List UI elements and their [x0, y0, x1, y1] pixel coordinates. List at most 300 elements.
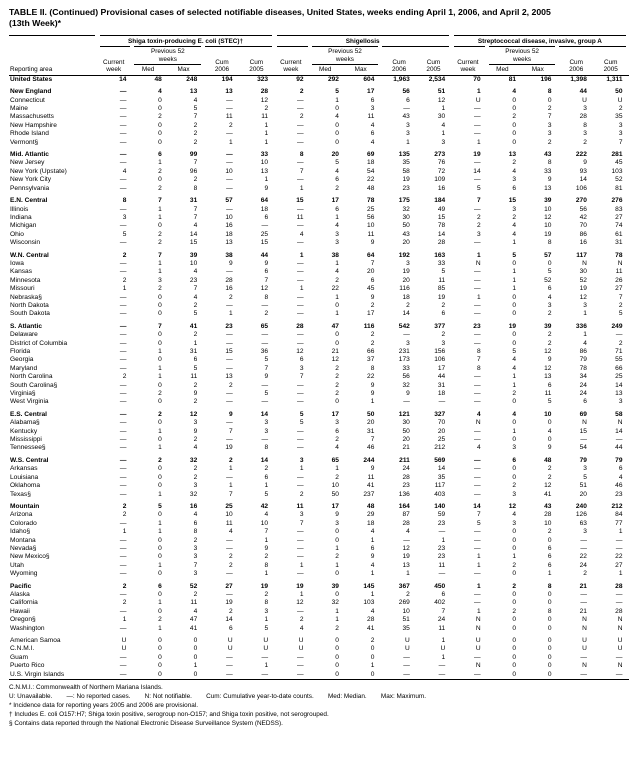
value-cell: 2: [158, 616, 162, 624]
value-cell: 3: [299, 364, 304, 372]
value-cell: 61: [615, 230, 623, 238]
value-cell: 30: [579, 268, 587, 276]
value-cell: 2: [299, 88, 304, 96]
value-cell: —: [296, 473, 304, 481]
footnote-dagger: † Includes E. coli O157:H7; Shiga toxin positive, serogroup non-O157; and Shiga toxin positive, not serogrouped.: [9, 710, 329, 718]
value-cell: 25: [615, 373, 623, 381]
value-cell: 57: [225, 197, 233, 205]
value-cell: 4: [335, 113, 339, 121]
value-cell: 2: [335, 381, 339, 389]
value-cell: —: [226, 590, 233, 598]
value-cell: N: [582, 419, 587, 427]
value-cell: 70: [473, 75, 481, 83]
value-cell: 5: [264, 490, 269, 498]
value-cell: 1: [193, 339, 198, 347]
year-2005-label: 2005: [603, 66, 618, 74]
value-cell: 5: [158, 502, 162, 510]
value-cell: —: [226, 339, 233, 347]
value-cell: —: [474, 310, 481, 318]
value-cell: —: [296, 130, 304, 138]
footnote-legend: U: Unavailable. —: No reported cases. N: Not notifiable. Cum: Cumulative year-to-date counts. Med: Median. Max: Maximum.: [9, 693, 426, 700]
value-cell: 0: [158, 607, 162, 615]
value-cell: 0: [335, 570, 339, 578]
value-cell: —: [580, 590, 587, 598]
value-cell: —: [119, 390, 127, 398]
table-row: [9, 159, 629, 167]
value-cell: —: [226, 184, 233, 192]
value-cell: 1: [441, 637, 446, 644]
value-cell: 231: [398, 348, 410, 355]
value-cell: 9: [193, 390, 198, 398]
value-cell: —: [226, 301, 233, 309]
value-cell: 38: [331, 251, 339, 259]
reporting-area-cell: Idaho§: [10, 528, 31, 536]
value-cell: 0: [158, 653, 162, 661]
value-cell: 6: [158, 582, 162, 590]
value-cell: 49: [437, 205, 446, 213]
value-cell: 10: [544, 410, 552, 418]
value-cell: 1: [158, 348, 162, 355]
value-cell: 50: [615, 88, 623, 96]
reporting-area-cell: Maine: [10, 105, 28, 113]
value-cell: 10: [402, 607, 410, 615]
value-cell: 50: [402, 222, 410, 230]
value-cell: 7: [370, 259, 375, 267]
reporting-area-cell: Utah: [10, 561, 24, 569]
value-cell: 86: [579, 348, 587, 355]
value-cell: —: [119, 130, 127, 138]
value-cell: 0: [158, 465, 162, 473]
table-row: [9, 625, 629, 633]
value-cell: 7: [193, 113, 198, 121]
value-cell: 2: [193, 590, 198, 598]
value-cell: 7: [229, 427, 233, 435]
reporting-area-cell: Georgia: [10, 356, 34, 364]
value-cell: 14: [615, 427, 623, 435]
value-cell: 3: [193, 544, 198, 552]
value-cell: —: [119, 490, 127, 498]
value-cell: 23: [402, 184, 410, 192]
cum-label: Cum: [215, 58, 229, 66]
value-cell: 2: [229, 293, 233, 301]
value-cell: 2: [370, 331, 375, 339]
value-cell: 28: [402, 473, 410, 481]
value-cell: 28: [296, 322, 304, 330]
reporting-area-cell: Nebraska§: [10, 293, 42, 301]
value-cell: 4: [229, 528, 233, 536]
value-cell: 9: [264, 373, 269, 381]
reporting-area-cell: Oregon§: [10, 616, 36, 624]
reporting-area-cell: Michigan: [10, 222, 37, 230]
reporting-area-cell: American Samoa: [10, 637, 61, 644]
value-cell: —: [474, 285, 481, 293]
value-cell: 12: [544, 482, 552, 490]
reporting-area-cell: Wyoming: [10, 570, 38, 578]
value-cell: 3: [618, 398, 623, 406]
value-cell: —: [474, 339, 481, 347]
value-cell: —: [119, 331, 127, 339]
value-cell: 3: [406, 130, 410, 138]
value-cell: U: [121, 637, 127, 644]
value-cell: 6: [406, 96, 410, 104]
table-row: [9, 553, 629, 561]
value-cell: 22: [615, 553, 623, 561]
value-cell: 1: [583, 331, 587, 339]
value-cell: 0: [335, 398, 339, 406]
value-cell: —: [226, 130, 233, 138]
value-cell: 0: [512, 528, 517, 536]
value-cell: 5: [264, 390, 269, 398]
value-cell: 0: [512, 310, 517, 318]
value-cell: 23: [189, 276, 198, 284]
value-cell: 3: [264, 419, 269, 427]
value-cell: 3: [583, 130, 587, 138]
value-cell: —: [119, 105, 127, 113]
value-cell: —: [580, 653, 587, 661]
value-cell: —: [226, 96, 233, 104]
value-cell: 12: [544, 364, 552, 372]
value-cell: 33: [437, 259, 446, 267]
value-cell: 56: [402, 88, 410, 96]
value-cell: —: [261, 436, 269, 444]
value-cell: 22: [331, 285, 339, 293]
value-cell: —: [296, 259, 304, 267]
table-row: [9, 599, 629, 607]
value-cell: U: [227, 637, 233, 644]
value-cell: 2: [441, 301, 446, 309]
value-cell: —: [119, 348, 127, 355]
value-cell: —: [615, 599, 623, 607]
value-cell: 9: [193, 427, 198, 435]
previous-52-weeks-header: [487, 47, 558, 65]
value-cell: —: [474, 544, 481, 552]
value-cell: 35: [437, 473, 446, 481]
value-cell: 19: [225, 444, 233, 452]
value-cell: 1: [512, 268, 517, 276]
table-row: [9, 285, 629, 293]
reporting-area-cell: Massachusetts: [10, 113, 54, 121]
value-cell: 30: [402, 419, 410, 427]
value-cell: U: [617, 96, 623, 104]
value-cell: 2: [193, 176, 198, 184]
value-cell: —: [474, 570, 481, 578]
value-cell: —: [296, 222, 304, 230]
reporting-area-cell: Virginia§: [10, 390, 36, 398]
value-cell: 29: [367, 511, 375, 519]
value-cell: 8: [299, 151, 304, 159]
value-cell: U: [440, 645, 446, 653]
value-cell: 2: [122, 582, 127, 590]
table-row: [9, 419, 629, 427]
value-cell: 2: [158, 184, 162, 192]
table-row: [9, 231, 629, 239]
value-cell: 0: [158, 381, 162, 389]
value-cell: 17: [437, 364, 446, 372]
value-cell: 7: [158, 197, 162, 205]
value-cell: 12: [296, 599, 304, 607]
value-cell: 1: [441, 653, 446, 661]
value-cell: 10: [544, 222, 552, 230]
value-cell: 13: [189, 88, 198, 96]
value-cell: 10: [260, 519, 269, 527]
value-cell: —: [403, 670, 410, 678]
value-cell: 3: [583, 465, 587, 473]
value-cell: —: [119, 419, 127, 427]
value-cell: —: [474, 536, 481, 544]
value-cell: 10: [367, 222, 375, 230]
value-cell: 244: [363, 456, 375, 464]
table-row: [9, 277, 629, 285]
value-cell: N: [582, 624, 587, 632]
value-cell: 1: [476, 138, 481, 146]
reporting-area-cell: New England: [10, 88, 52, 96]
value-cell: 20: [367, 419, 375, 427]
value-cell: 5: [122, 230, 127, 238]
value-cell: 0: [158, 670, 162, 678]
table-row: [9, 591, 629, 599]
value-cell: —: [119, 322, 127, 330]
value-cell: 116: [399, 285, 410, 293]
value-cell: 50: [367, 410, 375, 418]
value-cell: 4: [512, 167, 517, 175]
table-row: [9, 340, 629, 348]
value-cell: 15: [437, 213, 446, 221]
value-cell: —: [226, 473, 233, 481]
reporting-area-cell: Indiana: [10, 213, 32, 221]
value-cell: 46: [367, 444, 375, 452]
value-cell: —: [119, 96, 127, 104]
value-cell: —: [580, 544, 587, 552]
value-cell: 6: [370, 544, 375, 552]
value-cell: 4: [370, 121, 375, 129]
value-cell: 0: [158, 356, 162, 364]
value-cell: 0: [158, 121, 162, 129]
value-cell: 6: [547, 561, 552, 569]
value-cell: 2: [229, 553, 233, 561]
reporting-area-cell: Nevada§: [10, 544, 37, 552]
value-cell: 7: [193, 205, 198, 213]
value-cell: 1: [335, 310, 339, 318]
value-cell: 35: [615, 113, 623, 121]
value-cell: —: [119, 519, 127, 527]
value-cell: 10: [331, 482, 339, 490]
value-cell: 7: [264, 364, 269, 372]
value-cell: 6: [547, 285, 552, 293]
value-cell: 0: [512, 339, 517, 347]
footnote-cnmi: C.N.M.I.: Commonwealth of Northern Mariana Islands.: [9, 684, 163, 692]
value-cell: 0: [512, 105, 517, 113]
value-cell: 2: [583, 570, 587, 578]
value-cell: 4: [583, 339, 587, 347]
value-cell: 0: [193, 670, 198, 678]
value-cell: 92: [296, 75, 304, 83]
value-cell: U: [617, 645, 623, 653]
reporting-area-cell: Colorado: [10, 519, 37, 527]
value-cell: 11: [225, 113, 233, 121]
reporting-area-cell: Illinois: [10, 205, 29, 213]
value-cell: —: [474, 331, 481, 339]
value-cell: 4: [512, 410, 517, 418]
value-cell: 12: [189, 410, 198, 418]
value-cell: 2: [370, 339, 375, 347]
value-cell: N: [617, 419, 623, 427]
value-cell: 281: [611, 151, 623, 159]
value-cell: 1: [370, 662, 375, 670]
value-cell: 14: [437, 230, 446, 238]
value-cell: 1: [335, 465, 339, 473]
value-cell: 5: [512, 251, 517, 259]
value-cell: 15: [225, 348, 233, 355]
value-cell: —: [296, 268, 304, 276]
value-cell: 0: [512, 536, 517, 544]
value-cell: 0: [158, 544, 162, 552]
value-cell: 0: [370, 653, 375, 661]
value-cell: 85: [437, 285, 446, 293]
value-cell: 18: [437, 390, 446, 398]
value-cell: —: [615, 670, 623, 678]
value-cell: 121: [398, 410, 410, 418]
value-cell: 19: [296, 582, 304, 590]
reporting-area-cell: Hawaii: [10, 607, 30, 615]
value-cell: 27: [225, 582, 233, 590]
value-cell: —: [474, 398, 481, 406]
value-cell: —: [119, 301, 127, 309]
value-cell: 31: [189, 197, 198, 205]
value-cell: —: [474, 301, 481, 309]
value-cell: 5: [441, 268, 446, 276]
reporting-area-cell: West Virginia: [10, 398, 49, 406]
value-cell: 11: [190, 599, 198, 607]
table-row: [9, 671, 629, 680]
value-cell: 2: [299, 113, 304, 121]
table-row: [9, 465, 629, 473]
value-cell: 1: [264, 130, 269, 138]
value-cell: 542: [398, 322, 410, 330]
value-cell: 156: [434, 348, 446, 355]
value-cell: 7: [158, 322, 162, 330]
value-cell: —: [226, 176, 233, 184]
value-cell: 11: [367, 473, 375, 481]
value-cell: —: [119, 176, 127, 184]
value-cell: —: [119, 113, 127, 121]
table-row: [9, 398, 629, 406]
value-cell: 0: [335, 130, 339, 138]
value-cell: —: [474, 373, 481, 381]
value-cell: 4: [193, 96, 198, 104]
reporting-area-cell: North Carolina: [10, 373, 53, 381]
value-cell: 0: [158, 662, 162, 670]
value-cell: 6: [547, 553, 552, 561]
value-cell: 0: [512, 293, 517, 301]
value-cell: 9: [370, 239, 375, 247]
value-cell: —: [119, 662, 127, 670]
value-cell: 16: [579, 239, 587, 247]
value-cell: —: [119, 259, 127, 267]
notifiable-diseases-table: [9, 35, 631, 680]
value-cell: 3: [122, 213, 127, 221]
value-cell: 9: [229, 259, 233, 267]
value-cell: 0: [512, 653, 517, 661]
value-cell: —: [474, 490, 481, 498]
value-cell: 25: [437, 436, 446, 444]
value-cell: 4: [476, 410, 481, 418]
value-cell: 240: [575, 502, 587, 510]
value-cell: —: [474, 176, 481, 184]
value-cell: U: [405, 637, 410, 644]
value-cell: 0: [158, 473, 162, 481]
value-cell: 0: [335, 653, 339, 661]
value-cell: —: [119, 184, 127, 192]
value-cell: 12: [402, 544, 410, 552]
value-cell: 44: [437, 373, 446, 381]
value-cell: —: [119, 561, 127, 569]
value-cell: —: [296, 310, 304, 318]
value-cell: 2: [264, 310, 269, 318]
value-cell: —: [474, 465, 481, 473]
table-row: [9, 176, 629, 184]
value-cell: 2: [547, 465, 552, 473]
value-cell: 23: [473, 322, 481, 330]
value-cell: 19: [579, 285, 587, 293]
value-cell: 12: [544, 348, 552, 355]
value-cell: 44: [579, 88, 587, 96]
value-cell: 2: [512, 213, 517, 221]
value-cell: 145: [363, 582, 375, 590]
value-cell: N: [617, 616, 623, 624]
value-cell: 1: [441, 105, 446, 113]
value-cell: 9: [406, 390, 410, 398]
reporting-area-cell: Puerto Rico: [10, 662, 45, 670]
value-cell: 7: [193, 561, 198, 569]
value-cell: —: [226, 331, 233, 339]
value-cell: 0: [335, 301, 339, 309]
value-cell: 23: [437, 544, 446, 552]
value-cell: 1: [476, 553, 481, 561]
value-cell: 0: [158, 536, 162, 544]
value-cell: 0: [512, 570, 517, 578]
value-cell: 10: [225, 167, 233, 175]
value-cell: 0: [512, 645, 517, 653]
value-cell: 81: [508, 75, 517, 83]
value-cell: 65: [260, 322, 269, 330]
value-cell: —: [296, 528, 304, 536]
year-2006-label: 2006: [391, 66, 407, 74]
reporting-area-cell: North Dakota: [10, 301, 49, 309]
value-cell: 23: [615, 490, 623, 498]
value-cell: 3: [264, 607, 269, 615]
value-cell: 6: [193, 519, 198, 527]
value-cell: 0: [512, 301, 517, 309]
value-cell: 367: [398, 582, 410, 590]
value-cell: 52: [579, 276, 587, 284]
value-cell: 126: [575, 511, 587, 519]
value-cell: 47: [189, 616, 198, 624]
value-cell: —: [474, 390, 481, 398]
value-cell: —: [226, 268, 233, 276]
value-cell: 41: [367, 482, 375, 490]
value-cell: 21: [402, 444, 410, 452]
previous-52-weeks-label: Previous 52 weeks: [505, 48, 539, 63]
value-cell: 30: [437, 113, 446, 121]
value-cell: 3: [193, 482, 198, 490]
value-cell: 3: [299, 456, 304, 464]
value-cell: 0: [158, 339, 162, 347]
value-cell: 173: [398, 356, 410, 364]
value-cell: 2,534: [428, 75, 446, 83]
value-cell: 1: [264, 138, 269, 146]
value-cell: 57: [544, 251, 552, 259]
value-cell: 1: [512, 239, 517, 247]
